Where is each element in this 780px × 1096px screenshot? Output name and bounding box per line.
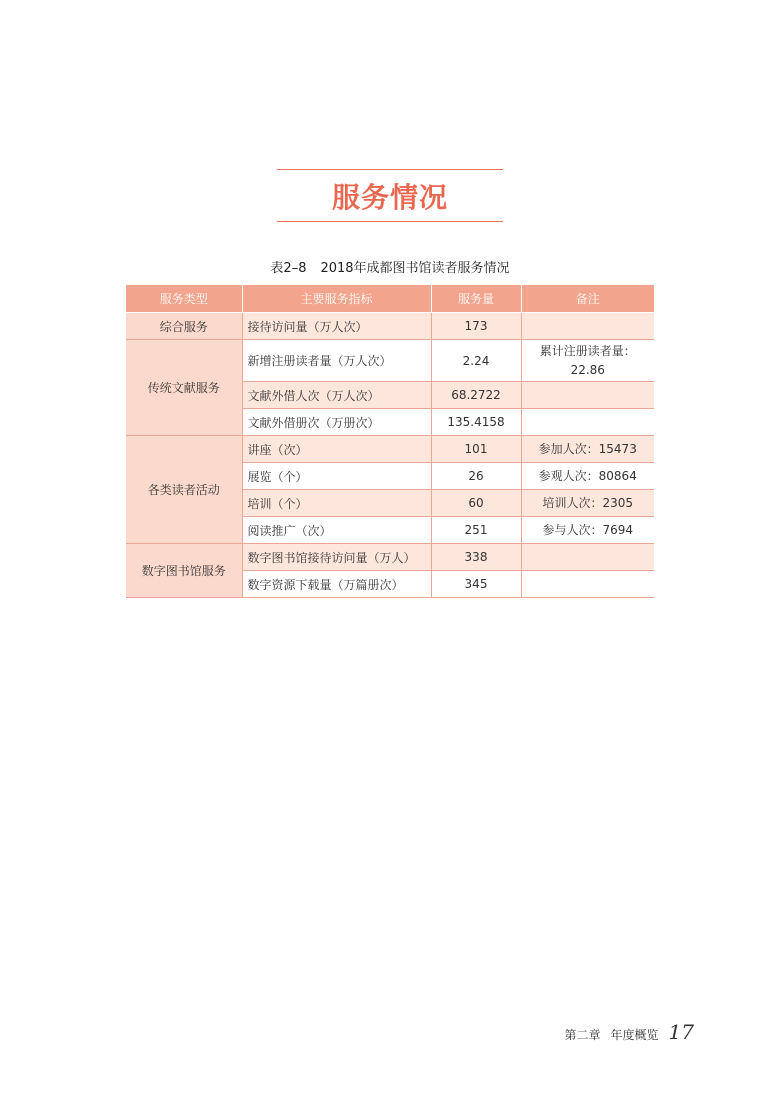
indicator-cell: 数字资源下载量（万篇册次） [242,571,431,598]
header-note: 备注 [521,285,654,313]
indicator-cell: 接待访问量（万人次） [242,313,431,340]
note-cell: 培训人次：2305 [521,490,654,517]
value-cell: 345 [431,571,521,598]
value-cell: 173 [431,313,521,340]
indicator-cell: 阅读推广（次） [242,517,431,544]
category-cell: 传统文献服务 [126,340,242,436]
table-caption-text: 2018年成都图书馆读者服务情况 [320,261,510,276]
value-cell: 26 [431,463,521,490]
category-cell: 综合服务 [126,313,242,340]
header-indicator: 主要服务指标 [242,285,431,313]
note-cell: 参加人次：15473 [521,436,654,463]
page-number: 17 [668,1020,694,1044]
value-cell: 60 [431,490,521,517]
category-cell: 各类读者活动 [126,436,242,544]
note-cell [521,313,654,340]
indicator-cell: 文献外借人次（万人次） [242,382,431,409]
note-line: 22.86 [570,362,605,377]
section-title: 服务情况 [331,181,448,214]
footer-section: 年度概览 [610,1028,659,1042]
note-cell: 参观人次：80864 [521,463,654,490]
indicator-cell: 文献外借册次（万册次） [242,409,431,436]
note-cell [521,340,654,382]
value-cell: 101 [431,436,521,463]
table-header-row [126,285,654,313]
table-caption [200,257,580,276]
note-cell [521,544,654,571]
table-row [126,313,654,340]
page-footer [565,1020,694,1044]
table-row [126,340,654,382]
note-cell [521,382,654,409]
footer-chapter: 第二章 [564,1028,601,1042]
note-cell [521,409,654,436]
header-volume: 服务量 [431,285,521,313]
indicator-cell: 数字图书馆接待访问量（万人） [242,544,431,571]
indicator-cell: 展览（个） [242,463,431,490]
note-cell: 参与人次：7694 [521,517,654,544]
value-cell: 2.24 [431,340,521,382]
value-cell: 135.4158 [431,409,521,436]
value-cell: 68.2722 [431,382,521,409]
title-top-rule [277,169,503,170]
note-cell [521,571,654,598]
category-cell: 数字图书馆服务 [126,544,242,598]
title-bottom-rule [277,221,503,222]
indicator-cell: 新增注册读者量（万人次） [242,340,431,382]
table-number: 表2–8 [270,261,307,276]
header-service-type: 服务类型 [126,285,242,313]
indicator-cell: 讲座（次） [242,436,431,463]
table-row [126,436,654,463]
service-table [126,285,654,598]
table-row [126,544,654,571]
value-cell: 338 [431,544,521,571]
indicator-cell: 培训（个） [242,490,431,517]
note-line: 累计注册读者量： [539,343,636,358]
value-cell: 251 [431,517,521,544]
